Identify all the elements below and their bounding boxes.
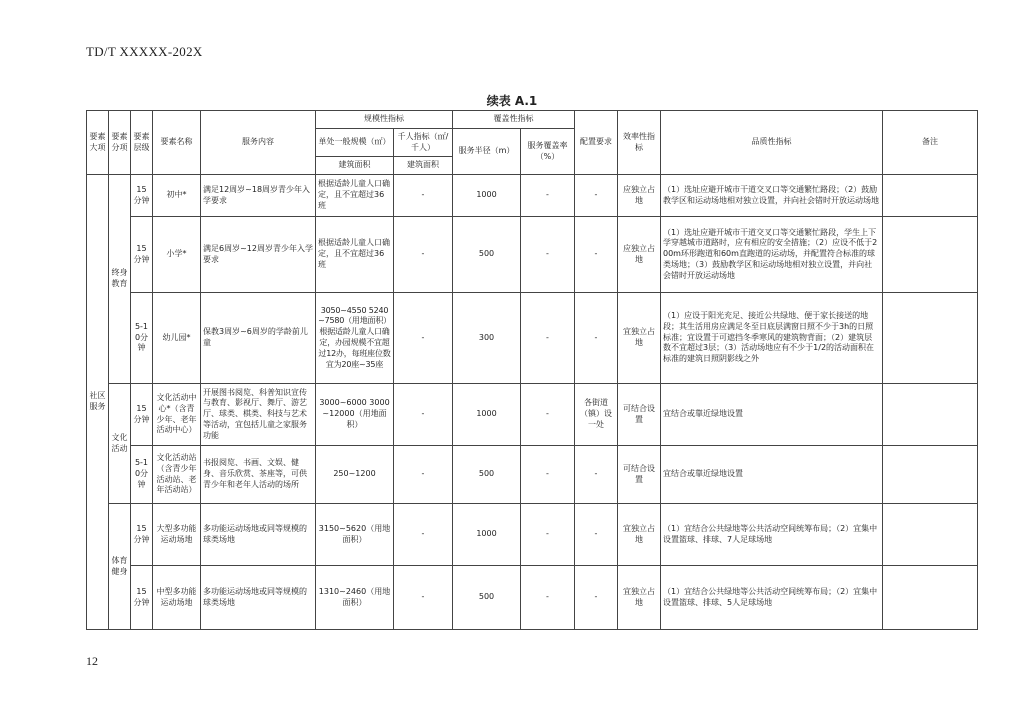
standards-table bbox=[86, 110, 978, 630]
cell-level: 15分钟 bbox=[131, 504, 153, 566]
cell-coverage: - bbox=[521, 504, 575, 566]
cell-per-thousand: - bbox=[394, 175, 453, 217]
cell-service: 书报阅览、书画、文娱、健身、音乐欣赏、茶座等，可供青少年和老年人活动的场所 bbox=[201, 446, 316, 504]
header-area-2: 建筑面积 bbox=[394, 157, 453, 175]
cell-per-thousand: - bbox=[394, 566, 453, 630]
cell-efficiency: 可结合设置 bbox=[618, 384, 661, 446]
cell-coverage: - bbox=[521, 217, 575, 293]
table-title: 续表 A.1 bbox=[486, 94, 538, 108]
cell-quality: 宜结合或靠近绿地设置 bbox=[661, 446, 883, 504]
cell-name: 初中* bbox=[153, 175, 201, 217]
header-service: 服务内容 bbox=[201, 111, 316, 175]
cell-name: 小学* bbox=[153, 217, 201, 293]
cell-config: - bbox=[575, 217, 618, 293]
header-config: 配置要求 bbox=[575, 111, 618, 175]
cell-radius: 300 bbox=[453, 293, 521, 384]
header-row-1 bbox=[87, 111, 978, 129]
cell-service: 多功能运动场地或同等规模的球类场地 bbox=[201, 566, 316, 630]
cell-scale: 250~1200 bbox=[316, 446, 394, 504]
cell-quality: （1）宜结合公共绿地等公共活动空间统筹布局；（2）宜集中设置篮球、排球、5人足球场地 bbox=[661, 566, 883, 630]
header-remark: 备注 bbox=[883, 111, 978, 175]
cell-config: - bbox=[575, 446, 618, 504]
cell-coverage: - bbox=[521, 566, 575, 630]
cell-scale: 3150~5620（用地面积） bbox=[316, 504, 394, 566]
cell-remark bbox=[883, 217, 978, 293]
cell-remark bbox=[883, 293, 978, 384]
group-sports: 体育健身 bbox=[109, 504, 131, 630]
cell-level: 15分钟 bbox=[131, 217, 153, 293]
cell-name: 大型多功能运动场地 bbox=[153, 504, 201, 566]
cell-level: 5-10分钟 bbox=[131, 446, 153, 504]
cell-service: 满足12周岁~18周岁青少年入学要求 bbox=[201, 175, 316, 217]
header-level: 要素层级 bbox=[131, 111, 153, 175]
header-efficiency: 效率性指标 bbox=[618, 111, 661, 175]
group-culture: 文化活动 bbox=[109, 384, 131, 504]
cell-service: 满足6周岁~12周岁青少年入学要求 bbox=[201, 217, 316, 293]
table-row bbox=[87, 175, 978, 217]
table-row bbox=[87, 446, 978, 504]
header-area-1: 建筑面积 bbox=[316, 157, 394, 175]
cell-quality: （1）选址应避开城市干道交叉口等交通繁忙路段，学生上下学穿越城市道路时，应有相应的安全措施；（2）应设不低于200m环形跑道和60m直跑道的运动场，并配置符合标准的球类场地；（3）鼓励教学区和运动场地相对独立设置，并向社会错时开放运动场地 bbox=[661, 217, 883, 293]
cell-remark bbox=[883, 175, 978, 217]
table-row bbox=[87, 504, 978, 566]
document-code: TD/T XXXXX-202X bbox=[86, 44, 203, 59]
cell-radius: 1000 bbox=[453, 175, 521, 217]
cell-efficiency: 可结合设置 bbox=[618, 446, 661, 504]
cell-radius: 1000 bbox=[453, 504, 521, 566]
cell-efficiency: 宜独立占地 bbox=[618, 566, 661, 630]
cell-level: 15分钟 bbox=[131, 566, 153, 630]
cell-quality: （1）应设于阳光充足、接近公共绿地、便于家长接送的地段；其生活用房应满足冬至日底层满窗日照不少于3h的日照标准；宜设置于可遮挡冬季寒风的建筑物背面；（2）建筑层数不宜超过3层；（3）活动场地应有不少于1/2的活动面积在标准的建筑日照阴影线之外 bbox=[661, 293, 883, 384]
header-name: 要素名称 bbox=[153, 111, 201, 175]
table-row bbox=[87, 566, 978, 630]
header-per-thousand: 千人指标（㎡/千人） bbox=[394, 129, 453, 157]
cell-remark bbox=[883, 446, 978, 504]
cell-service: 开展图书阅览、科普知识宣传与教育、影视厅、舞厅、游艺厅、球类、棋类、科技与艺术等活动，宜包括儿童之家服务功能 bbox=[201, 384, 316, 446]
cell-level: 15分钟 bbox=[131, 384, 153, 446]
cell-quality: （1）选址应避开城市干道交叉口等交通繁忙路段；（2）鼓励教学区和运动场地相对独立设置，并向社会错时开放运动场地 bbox=[661, 175, 883, 217]
header-sub: 要素分项 bbox=[109, 111, 131, 175]
cell-efficiency: 宜独立占地 bbox=[618, 504, 661, 566]
page-number: 12 bbox=[86, 654, 98, 668]
group-lifelong: 终身教育 bbox=[109, 175, 131, 384]
cell-efficiency: 应独立占地 bbox=[618, 175, 661, 217]
cell-config: - bbox=[575, 566, 618, 630]
header-unit-scale: 单处一般规模（㎡） bbox=[316, 129, 394, 157]
table-row bbox=[87, 217, 978, 293]
header-scale-group: 规模性指标 bbox=[316, 111, 453, 129]
cell-config: - bbox=[575, 175, 618, 217]
cell-radius: 500 bbox=[453, 217, 521, 293]
cell-scale: 3050~4550 5240~7580（用地面积）根据适龄儿童人口确定，办园规模不宜超过12办，每班座位数宜为20座~35座 bbox=[316, 293, 394, 384]
cell-radius: 500 bbox=[453, 566, 521, 630]
cell-radius: 500 bbox=[453, 446, 521, 504]
cell-radius: 1000 bbox=[453, 384, 521, 446]
cell-remark bbox=[883, 566, 978, 630]
cell-coverage: - bbox=[521, 293, 575, 384]
cell-efficiency: 宜独立占地 bbox=[618, 293, 661, 384]
cell-service: 保教3周岁~6周岁的学龄前儿童 bbox=[201, 293, 316, 384]
cell-config: 各街道（镇）设一处 bbox=[575, 384, 618, 446]
cell-per-thousand: - bbox=[394, 446, 453, 504]
header-radius: 服务半径（m） bbox=[453, 129, 521, 175]
table-row bbox=[87, 293, 978, 384]
table-row bbox=[87, 384, 978, 446]
cell-name: 幼儿园* bbox=[153, 293, 201, 384]
cell-remark bbox=[883, 504, 978, 566]
header-quality: 品质性指标 bbox=[661, 111, 883, 175]
cell-per-thousand: - bbox=[394, 504, 453, 566]
cell-name: 中型多功能运动场地 bbox=[153, 566, 201, 630]
cell-remark bbox=[883, 384, 978, 446]
cell-per-thousand: - bbox=[394, 217, 453, 293]
cell-level: 5-10分钟 bbox=[131, 293, 153, 384]
cell-scale: 根据适龄儿童人口确定，且不宜超过36班 bbox=[316, 175, 394, 217]
cell-scale: 1310~2460（用地面积） bbox=[316, 566, 394, 630]
cell-scale: 根据适龄儿童人口确定，且不宜超过36班 bbox=[316, 217, 394, 293]
cell-quality: （1）宜结合公共绿地等公共活动空间统筹布局；（2）宜集中设置篮球、排球、7人足球场地 bbox=[661, 504, 883, 566]
cell-level: 15分钟 bbox=[131, 175, 153, 217]
cell-efficiency: 应独立占地 bbox=[618, 217, 661, 293]
cell-coverage: - bbox=[521, 175, 575, 217]
cell-config: - bbox=[575, 504, 618, 566]
cell-per-thousand: - bbox=[394, 293, 453, 384]
group-major: 社区服务 bbox=[87, 175, 109, 630]
header-major: 要素大项 bbox=[87, 111, 109, 175]
header-coverage: 服务覆盖率（%） bbox=[521, 129, 575, 175]
cell-config: - bbox=[575, 293, 618, 384]
cell-name: 文化活动中心*（含青少年、老年活动中心） bbox=[153, 384, 201, 446]
cell-coverage: - bbox=[521, 384, 575, 446]
header-cover-group: 覆盖性指标 bbox=[453, 111, 575, 129]
cell-coverage: - bbox=[521, 446, 575, 504]
cell-service: 多功能运动场地或同等规模的球类场地 bbox=[201, 504, 316, 566]
cell-scale: 3000~6000 3000~12000（用地面积） bbox=[316, 384, 394, 446]
cell-quality: 宜结合或靠近绿地设置 bbox=[661, 384, 883, 446]
cell-per-thousand: - bbox=[394, 384, 453, 446]
cell-name: 文化活动站（含青少年活动站、老年活动站） bbox=[153, 446, 201, 504]
